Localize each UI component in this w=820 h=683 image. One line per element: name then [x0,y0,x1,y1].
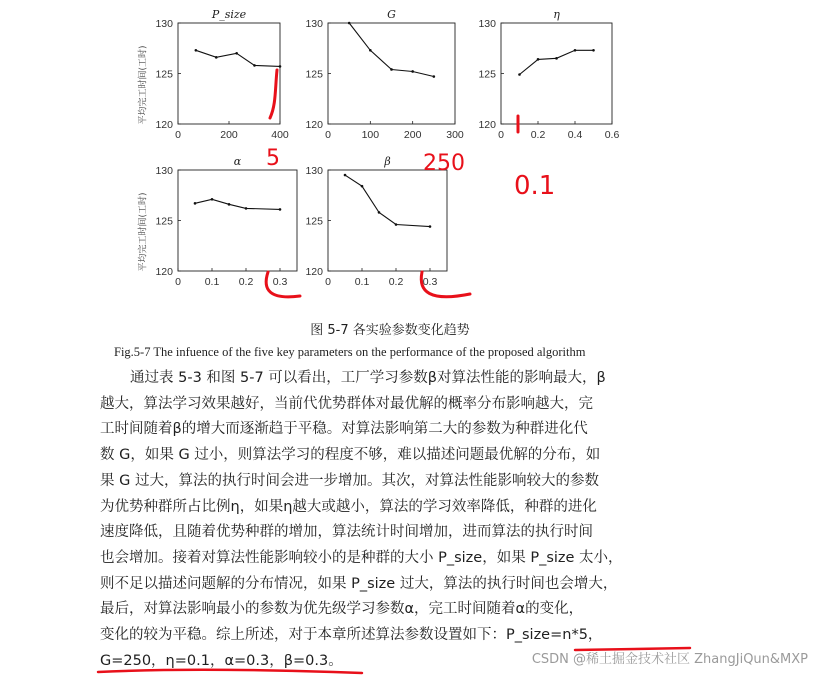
chart-title: α [233,155,242,168]
y-tick-label: 120 [305,119,323,131]
x-tick-label: 0 [175,129,181,141]
data-point [537,58,540,61]
parameter-chart [305,155,447,288]
paragraph-line: 通过表 5-3 和图 5-7 可以看出，工厂学习参数β对算法性能的影响最大，β [130,370,606,386]
chart-plot-area [305,165,447,288]
plot-frame [178,23,280,124]
y-axis-label: 平均完工时间(工时) [138,44,149,124]
paragraph-line: 工时间随着β的增大而逐渐趋于平稳。对算法影响第二大的参数为种群进化代 [100,421,588,438]
chart-plot-area [478,18,620,141]
paragraph-line: 也会增加。接着对算法性能影响较小的是种群的大小 P_size，如果 P_size 太小， [100,549,623,566]
y-tick-label: 120 [155,119,173,131]
x-tick-label: 0 [175,276,181,288]
x-tick-label: 100 [361,129,380,141]
plot-frame [328,23,455,124]
data-point [228,203,231,206]
data-point [361,185,364,188]
x-tick-label: 0.4 [567,129,583,141]
y-tick-label: 130 [305,165,323,177]
x-tick-label: 0.2 [530,129,546,141]
x-tick-label: 0 [325,129,331,141]
data-point [592,49,595,52]
y-tick-label: 125 [478,68,496,81]
data-point [348,22,351,25]
data-point [429,225,432,228]
x-tick-label: 0.2 [388,276,404,288]
chart-plot-area [155,18,289,141]
data-point [215,56,218,59]
x-tick-label: 0.6 [604,129,620,141]
data-point [574,49,577,52]
paragraph-line: 数 G，如果 G 过小，则算法学习的程度不够，难以描述问题最优解的分布，如 [100,447,601,464]
ink-annotation-0-1: 0.1 [514,171,556,201]
y-tick-label: 130 [478,18,496,30]
ink-annotation-5: 5 [266,146,280,171]
y-tick-label: 125 [155,68,173,81]
series-line [520,50,594,74]
parameter-chart [478,8,620,141]
chart-title: G [387,8,396,21]
data-point [344,174,347,177]
data-point [235,52,238,55]
y-tick-label: 120 [155,266,173,278]
x-tick-label: 0.1 [204,276,220,288]
data-point [395,223,398,226]
plot-frame [328,170,447,271]
body-paragraph [100,366,690,674]
csdn-watermark: CSDN @稀土掘金技术社区 ZhangJiQun&MXP [531,652,808,667]
plot-frame [178,170,297,271]
plot-frame [501,23,612,124]
data-point [378,211,381,214]
ink-annotation-250: 250 [423,151,465,176]
series-line [345,175,430,227]
paragraph-line: 速度降低，且随着优势种群的增加，算法统计时间增加，进而算法的执行时间 [100,524,593,541]
x-tick-label: 0 [325,276,331,288]
data-point [253,64,256,67]
figure-caption-chinese: 图 5-7 各实验参数变化趋势 [310,323,470,338]
chart-title: β [384,155,391,168]
x-tick-label: 0.2 [238,276,254,288]
x-tick-label: 0.3 [272,276,288,288]
paragraph-line: 变化的较为平稳。综上所述，对于本章所述算法参数设置如下：P_size=n*5， [100,627,603,644]
data-point [369,49,372,52]
data-point [433,75,436,78]
series-line [196,50,280,66]
data-point [411,70,414,73]
paragraph-line: 则不足以描述问题解的分布情况，如果 P_size 过大，算法的执行时间也会增大， [100,575,618,592]
y-tick-label: 120 [305,266,323,278]
data-point [390,68,393,71]
x-tick-label: 400 [271,129,289,141]
data-point [518,73,521,76]
data-point [211,198,214,201]
y-axis-label: 平均完工时间(工时) [138,191,149,271]
series-line [195,199,280,209]
data-point [279,65,282,68]
x-tick-label: 300 [446,129,464,141]
x-tick-label: 0.1 [354,276,370,288]
y-tick-label: 125 [305,215,323,228]
x-tick-label: 0 [498,129,504,141]
chart-title: η [553,8,560,21]
y-tick-label: 125 [155,215,173,228]
parameter-chart [138,155,297,288]
data-point [279,208,282,211]
y-tick-label: 130 [305,18,323,30]
parameter-chart [305,8,464,141]
data-point [245,207,248,210]
data-point [195,49,198,52]
y-tick-label: 130 [155,18,173,30]
y-tick-label: 120 [478,119,496,131]
chart-plot-area [155,165,297,288]
data-point [194,202,197,205]
figure-caption-english: Fig.5-7 The infuence of the five key parameters on the performance of the proposed algorithm [114,345,586,359]
y-tick-label: 130 [155,165,173,177]
parameter-chart [138,8,289,141]
chart-title: P_size [211,8,247,21]
x-tick-label: 0.3 [422,276,438,288]
data-point [555,57,558,60]
x-tick-label: 200 [220,129,238,141]
paragraph-line: 最后，对算法影响最小的参数为优先级学习参数α，完工时间随着α的变化， [100,601,584,618]
y-tick-label: 125 [305,68,323,81]
x-tick-label: 200 [403,129,422,141]
paragraph-line: 越大，算法学习效果越好，当前代优势群体对最优解的概率分布影响越大，完 [100,395,593,412]
chart-plot-area [305,18,464,141]
paragraph-line: G=250，η=0.1，α=0.3，β=0.3。 [100,652,343,669]
paragraph-line: 为优势种群所占比例η，如果η越大或越小，算法的学习效率降低，种群的进化 [100,498,597,515]
paragraph-line: 果 G 过大，算法的执行时间会进一步增加。其次，对算法性能影响较大的参数 [100,472,599,489]
